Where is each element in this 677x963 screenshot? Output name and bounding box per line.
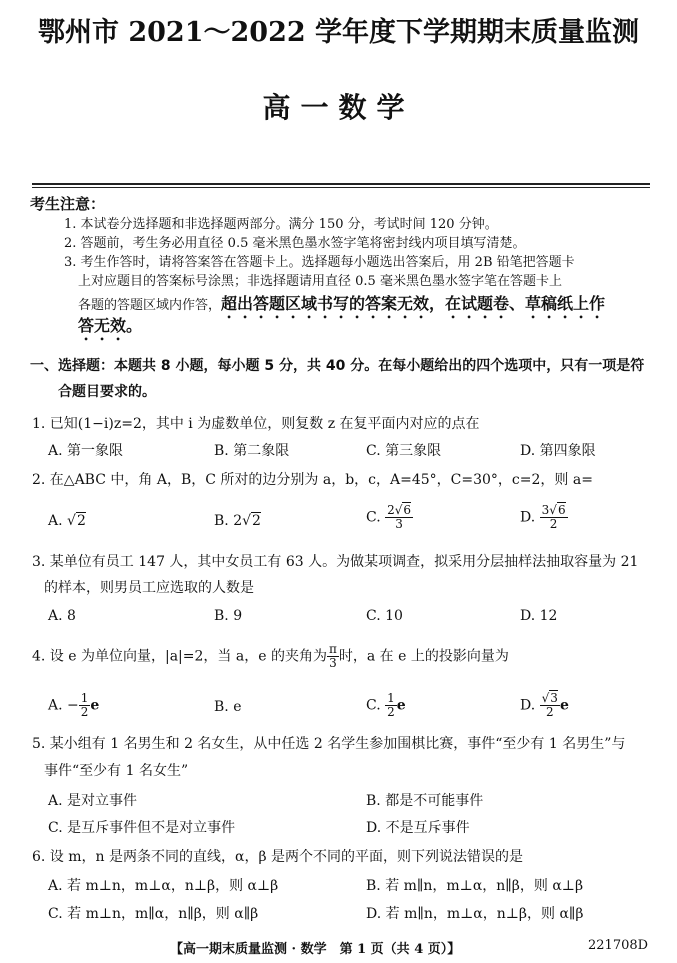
notice-emphasis-end-line xyxy=(78,316,142,344)
header-divider-thin xyxy=(32,187,650,188)
question-4-stem xyxy=(32,643,509,670)
question-5-stem-line1: 5. 某小组有 1 名男生和 2 名女生，从中任选 2 名学生参加围棋比赛，事件“至少有 1 名男生”与 xyxy=(32,736,626,752)
q2-c-fraction: $\frac{2√6}{3}$ xyxy=(387,503,412,531)
q2-c-num-rad: 6 xyxy=(403,503,412,517)
q2-c-label: C. xyxy=(366,509,386,526)
q4-a-vector: e xyxy=(90,697,100,714)
notice-item-3-tail: 各题的答题区域内作答， xyxy=(78,298,222,313)
q4-option-b: B. e xyxy=(214,699,242,715)
q4-d-fraction: $\frac{√3}{2}$ xyxy=(541,691,558,719)
q5-option-c: C. 是互斥事件但不是对立事件 xyxy=(48,820,236,836)
exam-subtitle: 高一数学 xyxy=(262,91,415,124)
q3-option-d: D. 12 xyxy=(520,608,558,624)
q5-option-a: A. 是对立事件 xyxy=(48,793,138,809)
q4-d-num-rad: 3 xyxy=(550,691,558,705)
q4-angle-num: π xyxy=(328,642,337,656)
q4-option-d xyxy=(520,692,569,719)
q4-a-num: 1 xyxy=(80,691,89,705)
question-5-stem-line2: 事件“至少有 1 名女生” xyxy=(44,763,189,779)
q1-option-c: C. 第三象限 xyxy=(366,443,442,459)
q3-option-b: B. 9 xyxy=(214,608,243,624)
q4-angle-den: 3 xyxy=(329,656,337,670)
q4-d-vector: e xyxy=(559,697,569,714)
q4-option-c xyxy=(366,692,406,719)
q4-stem-pre: 4. 设 e 为单位向量，|a|=2，当 a，e 的夹角为 xyxy=(32,648,327,665)
footer-page-info: 【高一期末质量监测 · 数学 第 1 页（共 4 页）】 xyxy=(170,942,461,957)
q6-option-c: C. 若 m⊥n，m∥α，n∥β，则 α∥β xyxy=(48,906,259,922)
q4-d-label: D. xyxy=(520,697,540,714)
notice-heading: 考生注意： xyxy=(30,195,106,213)
q2-d-label: D. xyxy=(520,509,540,526)
q4-d-den: 2 xyxy=(545,705,554,719)
q2-c-num-coef: 2 xyxy=(387,503,395,517)
question-3-stem-line1: 3. 某单位有员工 147 人，其中女员工有 63 人。为做某项调查，拟采用分层抽样法抽取容量为 21 xyxy=(32,554,639,570)
header-divider xyxy=(32,183,650,185)
question-2-stem: 2. 在△ABC 中，角 A，B，C 所对的边分别为 a，b，c，A=45°，C=30°，c=2，则 a= xyxy=(32,472,593,488)
q2-d-num-coef: 3 xyxy=(541,503,550,517)
notice-item-1: 1. 本试卷分选择题和非选择题两部分。满分 150 分，考试时间 120 分钟。 xyxy=(64,217,498,232)
q4-c-den: 2 xyxy=(387,705,395,719)
notice-item-3-cont: 上对应题目的答案标号涂黑；非选择题请用直径 0.5 毫米黑色墨水签字笔在答题卡上 xyxy=(78,274,562,289)
q5-option-d: D. 不是互斥事件 xyxy=(366,820,470,836)
notice-emphasis-end: 答无效。 xyxy=(78,316,143,335)
q4-c-label: C. xyxy=(366,697,386,714)
q2-d-fraction: $\frac{3√6}{2}$ xyxy=(541,503,566,531)
q1-option-b: B. 第二象限 xyxy=(214,443,290,459)
q2-option-b: B. 2√2 xyxy=(214,513,261,529)
q4-c-num: 1 xyxy=(387,691,395,705)
notice-item-2: 2. 答题前，考生务必用直径 0.5 毫米黑色墨水签字笔将密封线内项目填写清楚。 xyxy=(64,236,526,251)
q2-c-den: 3 xyxy=(395,517,403,531)
notice-emphasis: 超出答题区域书写的答案无效，在试题卷、草稿纸上作 xyxy=(221,294,606,313)
section-heading-cont: 合题目要求的。 xyxy=(58,384,156,400)
exam-title: 鄂州市 2021～2022 学年度下学期期末质量监测 xyxy=(37,17,640,48)
q4-c-fraction xyxy=(385,692,397,719)
q3-option-c: C. 10 xyxy=(366,608,403,624)
q6-option-d: D. 若 m∥n，m⊥α，n⊥β，则 α∥β xyxy=(366,906,584,922)
q6-option-b: B. 若 m∥n，m⊥α，n∥β，则 α⊥β xyxy=(366,878,584,894)
question-3-stem-line2: 的样本，则男员工应选取的人数是 xyxy=(44,580,254,596)
q4-option-a xyxy=(48,692,99,719)
section-heading: 一、选择题：本题共 8 小题，每小题 5 分，共 40 分。在每小题给出的四个选项中，只有一项是符 xyxy=(30,358,645,374)
q4-c-vector: e xyxy=(396,697,406,714)
notice-item-3-end xyxy=(78,294,605,322)
q4-stem-post: 时，a 在 e 上的投影向量为 xyxy=(338,648,509,665)
q3-option-a: A. 8 xyxy=(48,608,76,624)
q4-angle-fraction xyxy=(327,643,339,670)
question-1-stem: 1. 已知(1−i)z=2，其中 i 为虚数单位，则复数 z 在复平面内对应的点在 xyxy=(32,416,480,432)
q2-d-num-rad: 6 xyxy=(557,503,566,517)
q2-option-d xyxy=(520,504,568,531)
q4-a-label: A. − xyxy=(48,697,79,714)
q2-option-c xyxy=(366,504,413,531)
notice-item-3: 3. 考生作答时，请将答案答在答题卡上。选择题每小题选出答案后，用 2B 铅笔把答题卡 xyxy=(64,255,575,270)
q4-a-den: 2 xyxy=(80,705,89,719)
q1-option-a: A. 第一象限 xyxy=(48,443,124,459)
q2-a-label: A. xyxy=(48,513,68,529)
q6-option-a: A. 若 m⊥n，m⊥α，n⊥β，则 α⊥β xyxy=(48,878,279,894)
q1-option-d: D. 第四象限 xyxy=(520,443,596,459)
q2-option-a: A. √2 xyxy=(48,513,86,529)
q4-a-fraction xyxy=(79,692,91,719)
q2-b-radicand: 2 xyxy=(252,513,261,529)
q5-option-b: B. 都是不可能事件 xyxy=(366,793,484,809)
footer-code: 221708D xyxy=(588,938,649,953)
question-6-stem: 6. 设 m，n 是两条不同的直线，α，β 是两个不同的平面，则下列说法错误的是 xyxy=(32,849,523,865)
q2-d-den: 2 xyxy=(549,517,558,531)
q2-a-radicand: 2 xyxy=(76,513,86,529)
q2-b-label: B. 2 xyxy=(214,513,243,529)
